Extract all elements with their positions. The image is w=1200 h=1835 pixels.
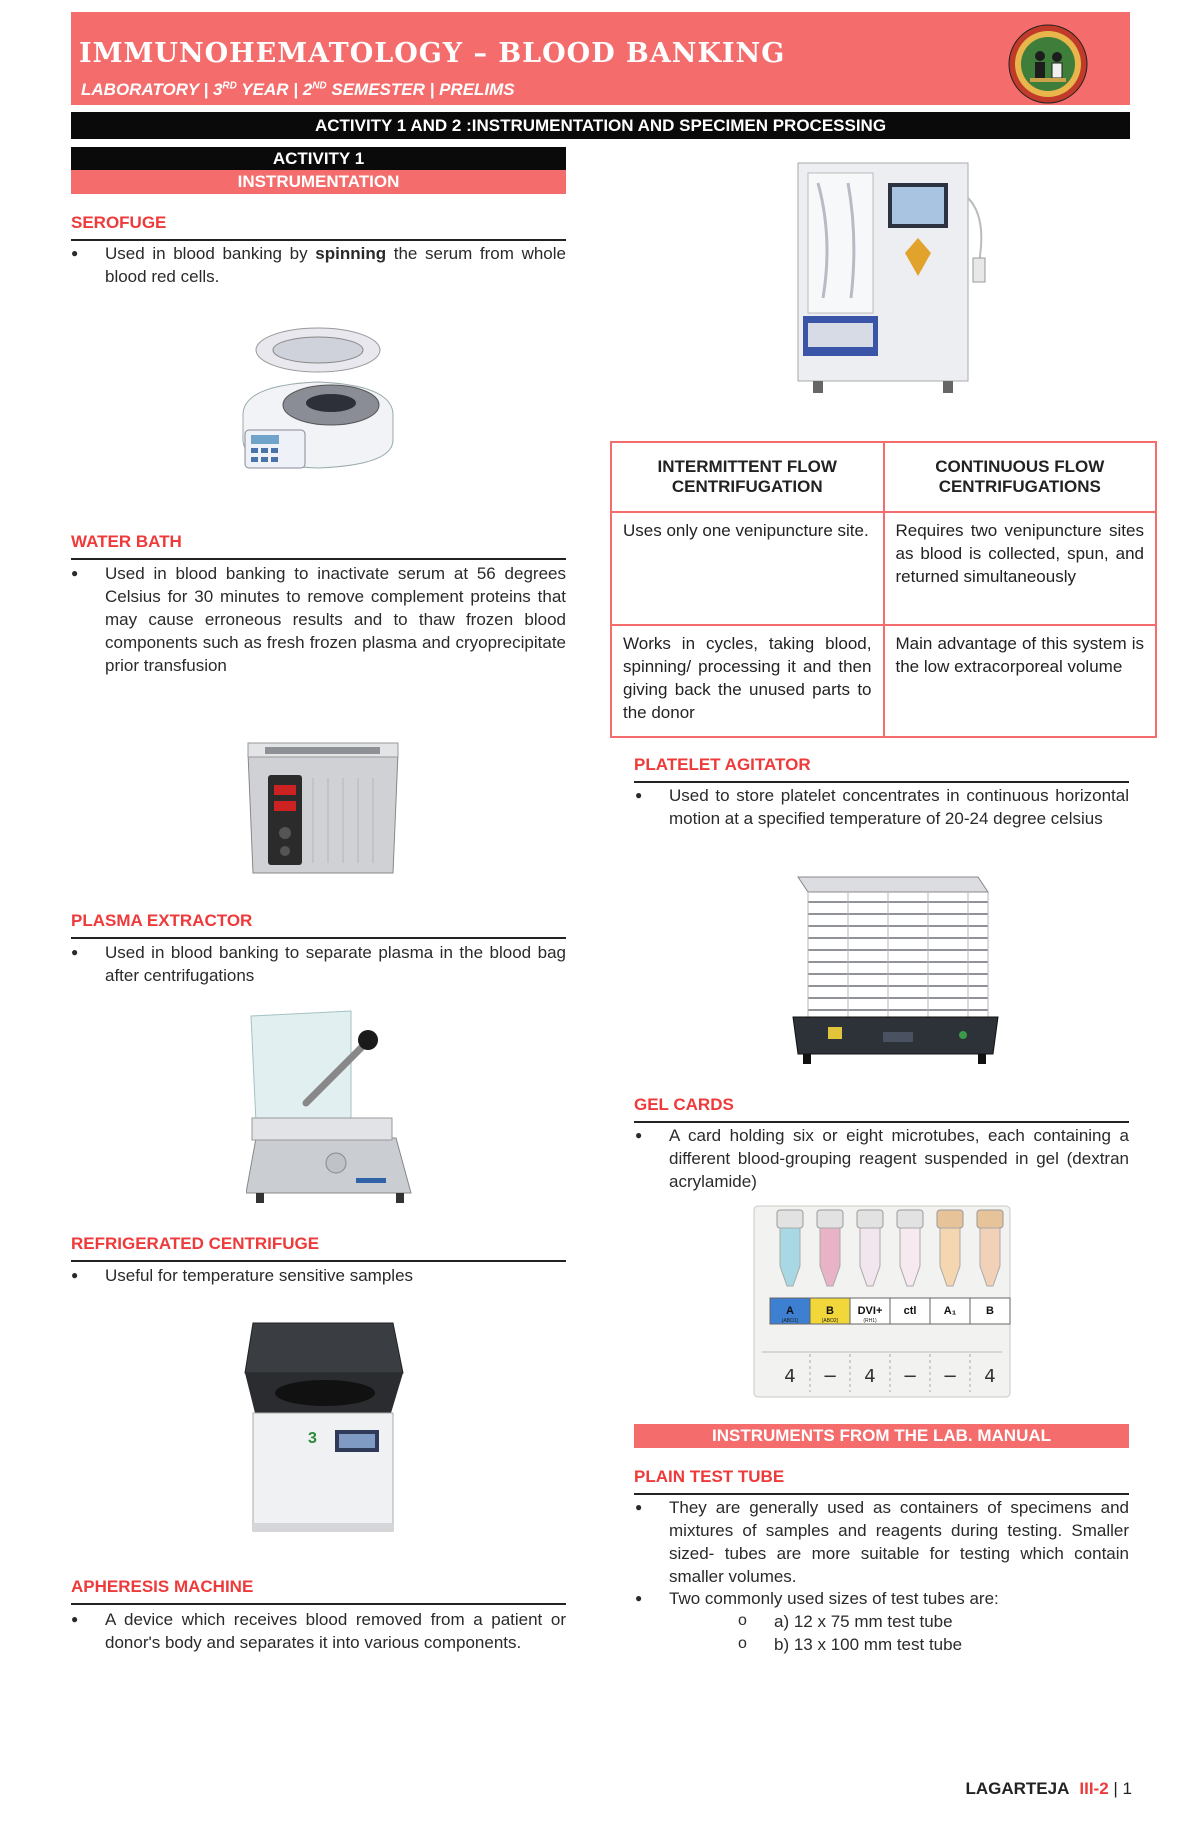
plain-test-tube-text-1: ● They are generally used as containers of specimens and mixtures of samples and reagents during testing. Smaller sized- tubes are more suitable for testing which contain smaller volumes. xyxy=(669,1496,1129,1588)
subtitle-year: YEAR | 2 xyxy=(236,80,313,99)
water-bath-image xyxy=(243,733,403,883)
gel-card-label: DVI+ xyxy=(857,1305,883,1317)
gel-card-result-mark: 4 xyxy=(784,1366,796,1387)
subtitle-lab: LABORATORY | 3 xyxy=(81,80,223,99)
gel-card-result-mark: − xyxy=(942,1366,958,1387)
table-row xyxy=(611,512,1156,624)
gel-card-sublabel: (ABO1) xyxy=(781,1318,799,1324)
refrigerated-centrifuge-image xyxy=(233,1318,413,1538)
page-subtitle xyxy=(81,80,515,100)
page-footer xyxy=(965,1779,1132,1799)
plasma-extractor-text: ● Used in blood banking to separate plasma in the blood bag after centrifugations xyxy=(105,941,566,987)
activity-banner: ACTIVITY 1 AND 2 :INSTRUMENTATION AND SPECIMEN PROCESSING xyxy=(71,112,1130,139)
water-bath-title: WATER BATH xyxy=(71,532,566,560)
gel-tube-cap xyxy=(817,1210,843,1228)
footer-page-number: | 1 xyxy=(1108,1779,1132,1798)
lab-manual-banner: INSTRUMENTS FROM THE LAB. MANUAL xyxy=(634,1424,1129,1448)
subtitle-rest: SEMESTER | PRELIMS xyxy=(326,80,515,99)
serofuge-text-a: Used in blood banking by xyxy=(105,244,316,263)
footer-name: LAGARTEJA xyxy=(965,1779,1070,1798)
water-bath-text: ● Used in blood banking to inactivate serum at 56 degrees Celsius for 30 minutes to remove complement proteins that may cause erroneous results and to thaw frozen blood components such as fresh frozen plasma and cryoprecipitate prior transfusion xyxy=(105,562,566,677)
gel-card-result-mark: − xyxy=(822,1366,838,1387)
subtitle-nd: ND xyxy=(312,80,327,92)
centrifugation-comparison-table xyxy=(610,441,1157,738)
activity-topic: INSTRUMENTATION xyxy=(71,170,566,194)
gel-tube-cap xyxy=(777,1210,803,1228)
svg-text:3: 3 xyxy=(308,1430,317,1447)
gel-card-label: B xyxy=(826,1305,834,1317)
gel-card-label: A xyxy=(786,1305,794,1317)
university-seal-logo xyxy=(1008,24,1088,104)
gel-card-label: A₁ xyxy=(943,1305,957,1317)
table-cell: Works in cycles, taking blood, spinning/ processing it and then giving back the unused parts to the donor xyxy=(611,625,884,737)
table-header-continuous: CONTINUOUS FLOW CENTRIFUGATIONS xyxy=(884,442,1157,512)
test-tube-size-1: o a) 12 x 75 mm test tube xyxy=(774,1610,1114,1633)
gel-card-sublabel: (ABO2) xyxy=(821,1318,839,1324)
apheresis-text: ● A device which receives blood removed from a patient or donor's body and separates it into various components. xyxy=(105,1608,566,1654)
platelet-agitator-title: PLATELET AGITATOR xyxy=(634,755,1129,783)
gel-card-result-mark: 4 xyxy=(984,1366,996,1387)
plain-test-tube-title: PLAIN TEST TUBE xyxy=(634,1467,1129,1495)
gel-tube-cap xyxy=(937,1210,963,1228)
table-cell: Main advantage of this system is the low extracorporeal volume xyxy=(884,625,1157,737)
page-title: IMMUNOHEMATOLOGY – BLOOD BANKING xyxy=(79,38,786,69)
gel-card-result-mark: 4 xyxy=(864,1366,876,1387)
test-tube-size-2: o b) 13 x 100 mm test tube xyxy=(774,1633,1114,1656)
apheresis-title: APHERESIS MACHINE xyxy=(71,1577,566,1605)
refrigerated-centrifuge-title: REFRIGERATED CENTRIFUGE xyxy=(71,1234,566,1262)
platelet-agitator-image xyxy=(788,872,1000,1067)
serofuge-text-bold: spinning xyxy=(315,244,387,263)
activity-label: ACTIVITY 1 xyxy=(71,147,566,170)
gel-card-sublabel: (RH1) xyxy=(863,1318,877,1324)
gel-card-label: ctl xyxy=(903,1305,917,1317)
serofuge-text xyxy=(105,242,566,288)
table-cell: Requires two venipuncture sites as blood is collected, spun, and returned simultaneously xyxy=(884,512,1157,624)
plain-test-tube-text-2: ● Two commonly used sizes of test tubes are: xyxy=(669,1587,1129,1610)
plasma-extractor-image xyxy=(246,1008,416,1208)
serofuge-title: SEROFUGE xyxy=(71,213,566,241)
plasma-extractor-title: PLASMA EXTRACTOR xyxy=(71,911,566,939)
platelet-agitator-text: ● Used to store platelet concentrates in continuous horizontal motion at a specified temperature of 20-24 degree celsius xyxy=(669,784,1129,830)
gel-tube-cap xyxy=(857,1210,883,1228)
gel-tube-cap xyxy=(897,1210,923,1228)
refrigerated-centrifuge-text: ● Useful for temperature sensitive samples xyxy=(105,1264,566,1287)
gel-cards-text: ● A card holding six or eight microtubes, each containing a different blood-grouping reagent suspended in gel (dextran acrylamide) xyxy=(669,1124,1129,1193)
gel-cards-title: GEL CARDS xyxy=(634,1095,1129,1123)
subtitle-rd: RD xyxy=(222,80,237,92)
gel-card-label: B xyxy=(986,1305,994,1317)
table-row xyxy=(611,625,1156,737)
serofuge-text-b: the serum from whole blood red cells. xyxy=(105,244,566,286)
serofuge-image xyxy=(233,320,403,495)
gel-tube-cap xyxy=(977,1210,1003,1228)
footer-section: III-2 xyxy=(1079,1779,1109,1798)
apheresis-machine-image xyxy=(793,158,1003,408)
page-header xyxy=(71,12,1130,105)
gel-card-image xyxy=(752,1204,1012,1399)
table-cell: Uses only one venipuncture site. xyxy=(611,512,884,624)
gel-card-result-mark: − xyxy=(902,1366,918,1387)
table-header-intermittent: INTERMITTENT FLOW CENTRIFUGATION xyxy=(611,442,884,512)
